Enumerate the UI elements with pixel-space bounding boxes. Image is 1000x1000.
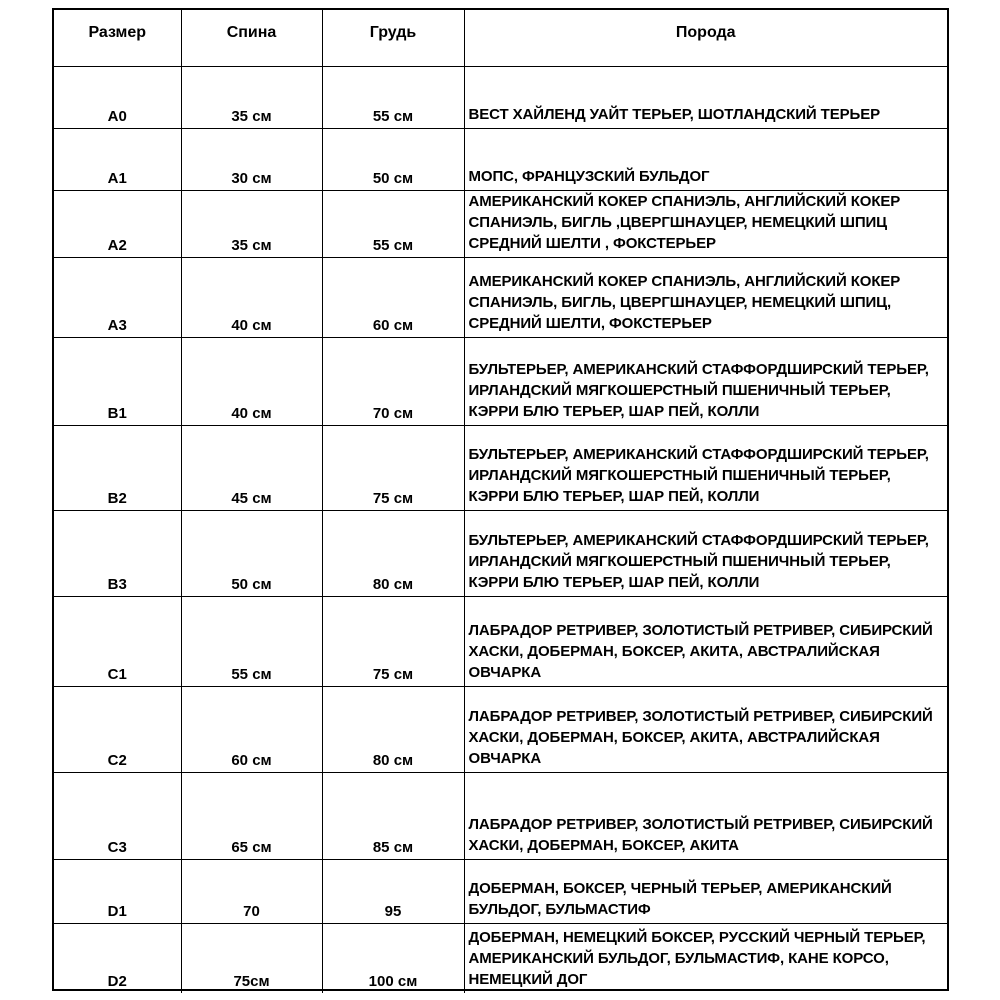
- back-cell: 55 см: [181, 596, 322, 686]
- header-back: Спина: [181, 10, 322, 66]
- back-cell: 40 см: [181, 257, 322, 337]
- breed-cell: ДОБЕРМАН, НЕМЕЦКИЙ БОКСЕР, РУССКИЙ ЧЕРНЫЙ ТЕРЬЕР, АМЕРИКАНСКИЙ БУЛЬДОГ, БУЛЬМАСТИФ, КАНЕ КОРСО, НЕМЕЦКИЙ ДОГ: [464, 923, 947, 993]
- breed-cell: МОПС, ФРАНЦУЗСКИЙ БУЛЬДОГ: [464, 128, 947, 190]
- table-row: [54, 257, 947, 337]
- table-row: [54, 686, 947, 772]
- chest-cell: 100 см: [322, 923, 464, 993]
- chest-cell: 70 см: [322, 337, 464, 425]
- chest-cell: 80 см: [322, 686, 464, 772]
- size-cell: D1: [54, 859, 181, 923]
- size-cell: A1: [54, 128, 181, 190]
- size-cell: A2: [54, 190, 181, 257]
- back-cell: 50 см: [181, 510, 322, 596]
- table-row: [54, 190, 947, 257]
- table-row: [54, 128, 947, 190]
- table-row: [54, 425, 947, 510]
- back-cell: 30 см: [181, 128, 322, 190]
- size-cell: B3: [54, 510, 181, 596]
- back-cell: 45 см: [181, 425, 322, 510]
- table-row: [54, 859, 947, 923]
- size-cell: C3: [54, 772, 181, 859]
- header-row: [54, 10, 947, 66]
- breed-cell: БУЛЬТЕРЬЕР, АМЕРИКАНСКИЙ СТАФФОРДШИРСКИЙ ТЕРЬЕР, ИРЛАНДСКИЙ МЯГКОШЕРСТНЫЙ ПШЕНИЧНЫЙ ТЕРЬЕР, КЭРРИ БЛЮ ТЕРЬЕР, ШАР ПЕЙ, КОЛЛИ: [464, 337, 947, 425]
- chest-cell: 80 см: [322, 510, 464, 596]
- table-row: [54, 923, 947, 993]
- chest-cell: 85 см: [322, 772, 464, 859]
- size-cell: D2: [54, 923, 181, 993]
- breed-cell: ДОБЕРМАН, БОКСЕР, ЧЕРНЫЙ ТЕРЬЕР, АМЕРИКАНСКИЙ БУЛЬДОГ, БУЛЬМАСТИФ: [464, 859, 947, 923]
- table-row: [54, 510, 947, 596]
- back-cell: 35 см: [181, 66, 322, 128]
- back-cell: 35 см: [181, 190, 322, 257]
- chest-cell: 60 см: [322, 257, 464, 337]
- back-cell: 75см: [181, 923, 322, 993]
- size-cell: A3: [54, 257, 181, 337]
- chest-cell: 50 см: [322, 128, 464, 190]
- breed-cell: ЛАБРАДОР РЕТРИВЕР, ЗОЛОТИСТЫЙ РЕТРИВЕР, СИБИРСКИЙ ХАСКИ, ДОБЕРМАН, БОКСЕР, АКИТА, АВСТРАЛИЙСКАЯ ОВЧАРКА: [464, 686, 947, 772]
- breed-cell: АМЕРИКАНСКИЙ КОКЕР СПАНИЭЛЬ, АНГЛИЙСКИЙ КОКЕР СПАНИЭЛЬ, БИГЛЬ, ЦВЕРГШНАУЦЕР, НЕМЕЦКИЙ ШПИЦ, СРЕДНИЙ ШЕЛТИ, ФОКСТЕРЬЕР: [464, 257, 947, 337]
- chest-cell: 75 см: [322, 596, 464, 686]
- header-chest: Грудь: [322, 10, 464, 66]
- chest-cell: 55 см: [322, 66, 464, 128]
- size-cell: B2: [54, 425, 181, 510]
- size-chart-table: [54, 10, 947, 993]
- breed-cell: АМЕРИКАНСКИЙ КОКЕР СПАНИЭЛЬ, АНГЛИЙСКИЙ КОКЕР СПАНИЭЛЬ, БИГЛЬ ,ЦВЕРГШНАУЦЕР, НЕМЕЦКИЙ ШПИЦ СРЕДНИЙ ШЕЛТИ , ФОКСТЕРЬЕР: [464, 190, 947, 257]
- table-row: [54, 772, 947, 859]
- header-size: Размер: [54, 10, 181, 66]
- chest-cell: 95: [322, 859, 464, 923]
- table-row: [54, 596, 947, 686]
- breed-cell: ЛАБРАДОР РЕТРИВЕР, ЗОЛОТИСТЫЙ РЕТРИВЕР, СИБИРСКИЙ ХАСКИ, ДОБЕРМАН, БОКСЕР, АКИТА: [464, 772, 947, 859]
- breed-cell: БУЛЬТЕРЬЕР, АМЕРИКАНСКИЙ СТАФФОРДШИРСКИЙ ТЕРЬЕР, ИРЛАНДСКИЙ МЯГКОШЕРСТНЫЙ ПШЕНИЧНЫЙ ТЕРЬЕР, КЭРРИ БЛЮ ТЕРЬЕР, ШАР ПЕЙ, КОЛЛИ: [464, 510, 947, 596]
- table-row: [54, 66, 947, 128]
- size-cell: B1: [54, 337, 181, 425]
- size-chart-table-frame: [52, 8, 949, 991]
- header-breed: Порода: [464, 10, 947, 66]
- size-cell: A0: [54, 66, 181, 128]
- size-cell: C1: [54, 596, 181, 686]
- size-cell: C2: [54, 686, 181, 772]
- back-cell: 65 см: [181, 772, 322, 859]
- chest-cell: 75 см: [322, 425, 464, 510]
- breed-cell: БУЛЬТЕРЬЕР, АМЕРИКАНСКИЙ СТАФФОРДШИРСКИЙ ТЕРЬЕР, ИРЛАНДСКИЙ МЯГКОШЕРСТНЫЙ ПШЕНИЧНЫЙ ТЕРЬЕР, КЭРРИ БЛЮ ТЕРЬЕР, ШАР ПЕЙ, КОЛЛИ: [464, 425, 947, 510]
- breed-cell: ВЕСТ ХАЙЛЕНД УАЙТ ТЕРЬЕР, ШОТЛАНДСКИЙ ТЕРЬЕР: [464, 66, 947, 128]
- breed-cell: ЛАБРАДОР РЕТРИВЕР, ЗОЛОТИСТЫЙ РЕТРИВЕР, СИБИРСКИЙ ХАСКИ, ДОБЕРМАН, БОКСЕР, АКИТА, АВСТРАЛИЙСКАЯ ОВЧАРКА: [464, 596, 947, 686]
- back-cell: 40 см: [181, 337, 322, 425]
- back-cell: 70: [181, 859, 322, 923]
- back-cell: 60 см: [181, 686, 322, 772]
- chest-cell: 55 см: [322, 190, 464, 257]
- table-row: [54, 337, 947, 425]
